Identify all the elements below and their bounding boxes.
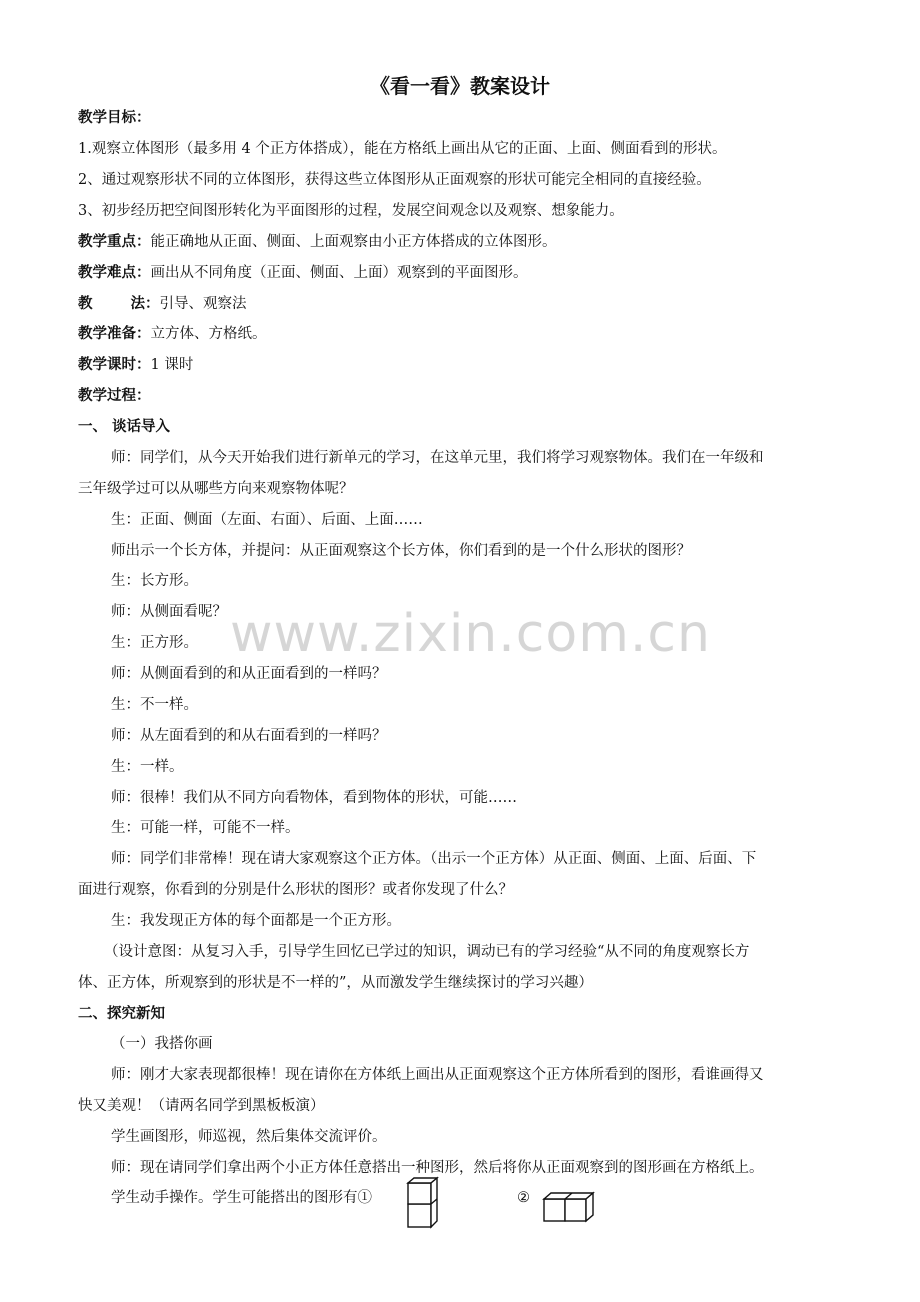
dialogue-line: 生：长方形。 — [111, 573, 198, 589]
process-label: 教学过程： — [78, 388, 151, 404]
hours-label: 教学课时： — [78, 357, 151, 373]
design-intent-line: （设计意图：从复习入手，引导学生回忆已学过的知识，调动已有的学习经验“从不同的角度观察长方 — [104, 944, 750, 960]
key-point-row — [78, 232, 848, 252]
hours-text: 1 课时 — [150, 357, 194, 373]
dialogue-line: 师：同学们非常棒！现在请大家观察这个正方体。（出示一个正方体）从正面、侧面、上面、后面、下 — [111, 851, 757, 867]
dialogue-line: 生：不一样。 — [111, 697, 198, 713]
prep-text: 立方体、方格纸。 — [150, 326, 267, 342]
dialogue-line: 师：同学们，从今天开始我们进行新单元的学习，在这单元里，我们将学习观察物体。我们在一年级和 — [111, 450, 764, 466]
cube-front-face — [408, 1183, 431, 1204]
dialogue-line: 生：可能一样，可能不一样。 — [111, 820, 300, 836]
document-title: 《看一看》教案设计 — [370, 74, 550, 98]
difficulty-label: 教学难点： — [78, 265, 151, 281]
method-label-b: 法： — [130, 296, 160, 312]
cube-front-face — [408, 1204, 431, 1227]
key-point-label: 教学重点： — [78, 234, 151, 250]
dialogue-line: 生：一样。 — [111, 759, 184, 775]
prep-row — [78, 324, 848, 344]
dialogue-line: 师：很棒！我们从不同方向看物体，看到物体的形状，可能…… — [111, 790, 517, 806]
key-point-text: 能正确地从正面、侧面、上面观察由小正方体搭成的立体图形。 — [150, 234, 557, 250]
dialogue-line: 生：我发现正方体的每个面都是一个正方形。 — [111, 913, 401, 929]
section2-heading: 二、探究新知 — [78, 1006, 165, 1022]
cube-front-face — [544, 1199, 565, 1221]
dialogue-line: 快又美观！（请两名同学到黑板板演） — [78, 1098, 325, 1114]
dialogue-line: 师：现在请同学们拿出两个小正方体任意搭出一种图形，然后将你从正面观察到的图形画在方格纸上。 — [111, 1160, 764, 1176]
stacked-cubes-figure — [405, 1176, 439, 1230]
objective-item: 3、初步经历把空间图形转化为平面图形的过程，发展空间观念以及观察、想象能力。 — [78, 203, 624, 219]
dialogue-line: 师：从左面看到的和从右面看到的一样吗？ — [111, 728, 387, 744]
dialogue-line: 面进行观察，你看到的分别是什么形状的图形？或者你发现了什么？ — [78, 882, 513, 898]
method-row — [78, 294, 848, 314]
watermark: www.zixin.com.cn — [230, 604, 711, 664]
design-intent-line: 体、正方体，所观察到的形状是不一样的”，从而激发学生继续探讨的学习兴趣） — [78, 975, 593, 991]
subsection-heading: （一）我搭你画 — [111, 1036, 213, 1052]
dialogue-line: 学生画图形，师巡视，然后集体交流评价。 — [111, 1129, 387, 1145]
dialogue-line: 师：从侧面看呢？ — [111, 604, 227, 620]
dialogue-line: 师：刚才大家表现都很棒！现在请你在方体纸上画出从正面观察这个正方体所看到的图形，看谁画得又 — [111, 1067, 764, 1083]
side-by-side-cubes-figure — [541, 1190, 597, 1226]
objective-item: 2、通过观察形状不同的立体图形，获得这些立体图形从正面观察的形状可能完全相同的直接经验。 — [78, 172, 711, 188]
section1-heading: 一、 谈话导入 — [78, 419, 171, 435]
figure-2-number: ② — [517, 1190, 530, 1206]
difficulty-text: 画出从不同角度（正面、侧面、上面）观察到的平面图形。 — [150, 265, 528, 281]
dialogue-line: 生：正方形。 — [111, 635, 198, 651]
cube-front-face — [565, 1199, 586, 1221]
dialogue-line: 师出示一个长方体，并提问：从正面观察这个长方体，你们看到的是一个什么形状的图形？ — [111, 543, 691, 559]
difficulty-row — [78, 263, 848, 283]
cube-side-face — [586, 1193, 593, 1221]
method-text: 引导、观察法 — [159, 296, 247, 312]
dialogue-line: 生：正面、侧面（左面、右面）、后面、上面…… — [111, 512, 423, 528]
objectives-label: 教学目标： — [78, 110, 151, 126]
hours-row — [78, 355, 848, 375]
objective-item: 1.观察立体图形（最多用 4 个正方体搭成），能在方格纸上画出从它的正面、上面、侧面看到的形状。 — [78, 141, 727, 157]
method-label-a: 教 — [78, 296, 93, 312]
dialogue-line: 师：从侧面看到的和从正面看到的一样吗？ — [111, 666, 387, 682]
dialogue-line: 三年级学过可以从哪些方向来观察物体呢？ — [78, 481, 354, 497]
dialogue-line: 学生动手操作。学生可能搭出的图形有① — [111, 1190, 372, 1206]
prep-label: 教学准备： — [78, 326, 151, 342]
